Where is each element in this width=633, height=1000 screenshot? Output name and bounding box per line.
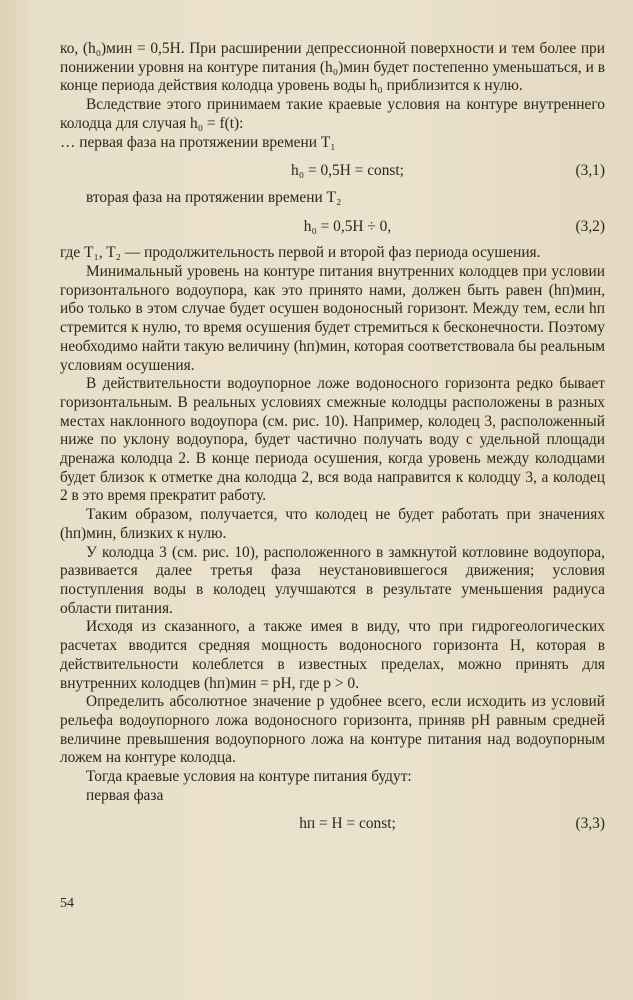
paragraph-6: Минимальный уровень на контуре питания внутренних колодцев при условии горизонтального водоупора, как это принято нами, должен быть равен (hп)мин, ибо только в этом случае будет осушен водоносный горизонт. Между тем, если hп стремится к нулю, то время осушения будет стремиться к бесконечности. Поэтому необходимо найти такую величину (hп)мин, которая соответствовала бы реальным условиям осушения.	[60, 263, 605, 374]
paragraph-5: где T₁, T₂ — продолжительность первой и второй фаз периода осушения.	[60, 244, 541, 262]
equation-number: (3,3)	[575, 815, 605, 833]
paragraph-11: Определить абсолютное значение p удобнее всего, если исходить из условий рельефа водоупорного ложа водоносного горизонта, приняв pH равным средней величине превышения водоупорного ложа на контуре питания над водоупорным ложем на контуре колодца.	[60, 693, 605, 767]
paragraph-2: Вследствие этого принимаем такие краевые условия на контуре внутреннего колодца для случая h₀ = f(t):	[60, 96, 605, 132]
equation-formula: hп = H = const;	[299, 815, 396, 833]
paragraph-8: Таким образом, получается, что колодец не будет работать при значениях (hп)мин, близких к нулю.	[60, 506, 605, 542]
equation-formula: h₀ = 0,5H = const;	[291, 162, 404, 180]
paragraph-13: первая фаза	[86, 786, 164, 804]
equation-number: (3,2)	[575, 217, 605, 235]
paragraph-4: вторая фаза на протяжении времени T₂	[86, 188, 342, 206]
equation-formula: h₀ = 0,5H ÷ 0,	[303, 217, 392, 235]
equation-3-1	[60, 162, 605, 181]
paragraph-9: У колодца 3 (см. рис. 10), расположенного в замкнутой котловине водоупора, развивается далее третья фаза неустановившегося движения; условия поступления воды в колодец улучшаются в результате уменьшения радиуса области питания.	[60, 543, 605, 617]
paragraph-7: В действительности водоупорное ложе водоносного горизонта редко бывает горизонтальным. В реальных условиях смежные колодцы расположены в разных местах наклонного водоупора (см. рис. 10). Например, колодец 3, расположенный ниже по уклону водоупора, будет частично получать воду с удельной площади дренажа колодца 2. В конце периода осушения, когда уровень между колодцами будет близок к отметке дна колодца 2, вся вода направится к колодцу 3, а колодец 2 в это время прекратит работу.	[60, 375, 605, 505]
equation-3-2	[60, 218, 605, 237]
paragraph-12: Тогда краевые условия на контуре питания будут:	[86, 768, 412, 786]
equation-number: (3,1)	[575, 162, 605, 180]
page-text	[60, 40, 605, 842]
page-number: 54	[60, 896, 74, 911]
paragraph-3: … первая фаза на протяжении времени T₁	[60, 133, 336, 151]
paragraph-1: ко, (h₀)мин = 0,5H. При расширении депрессионной поверхности и тем более при понижении уровня на контуре питания (h₀)мин будет постепенно уменьшаться, и в конце периода действия колодца уровень воды h₀ приблизится к нулю.	[60, 40, 605, 95]
equation-3-3	[60, 815, 605, 834]
paragraph-10: Исходя из сказанного, а также имея в виду, что при гидрогеологических расчетах вводится средняя мощность водоносного горизонта H, которая в действительности колеблется в известных пределах, можно принять для внутренних колодцев (hп)мин = pH, где p > 0.	[60, 618, 605, 692]
